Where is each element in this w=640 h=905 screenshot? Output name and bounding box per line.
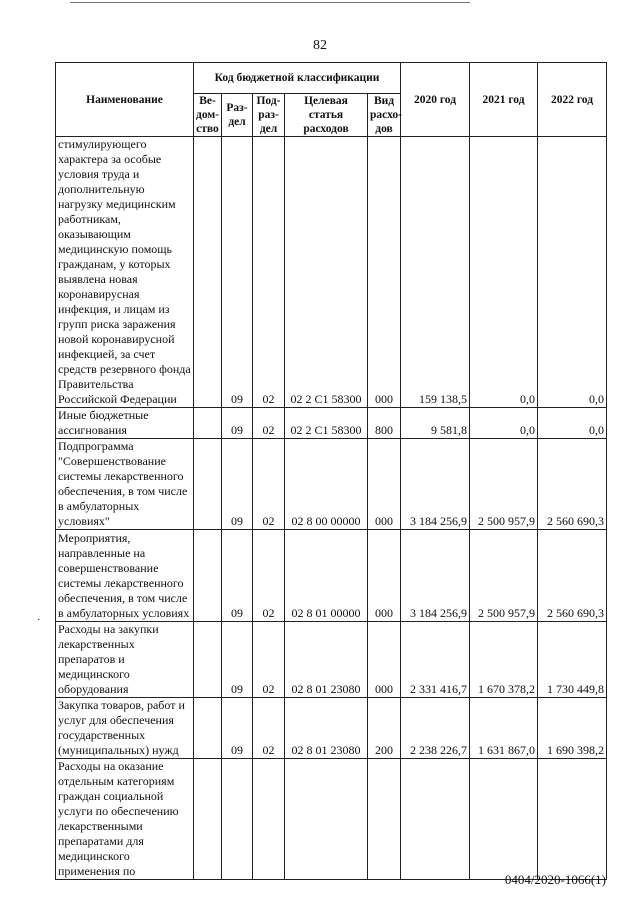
podrazdel-cell: 02 [253, 439, 285, 530]
razdel-cell [222, 759, 253, 880]
row-name-cell: Закупка товаров, работ и услуг для обеспечения государственных (муниципальных) нужд [56, 698, 194, 759]
amount-2021-cell: 1 631 867,0 [470, 698, 538, 759]
vedomstvo-cell [194, 698, 222, 759]
vid-raskhodov-cell: 000 [368, 137, 401, 408]
podrazdel-cell: 02 [253, 698, 285, 759]
razdel-cell: 09 [222, 408, 253, 439]
header-razdel: Раз-дел [222, 94, 253, 137]
vedomstvo-cell [194, 530, 222, 622]
amount-2020-cell: 3 184 256,9 [401, 530, 470, 622]
razdel-cell: 09 [222, 137, 253, 408]
amount-2021-cell: 0,0 [470, 408, 538, 439]
vedomstvo-cell [194, 622, 222, 698]
razdel-cell: 09 [222, 439, 253, 530]
vedomstvo-cell [194, 439, 222, 530]
podrazdel-cell: 02 [253, 530, 285, 622]
razdel-cell: 09 [222, 530, 253, 622]
amount-2022-cell: 1 730 449,8 [538, 622, 607, 698]
header-podrazdel: Под-раз-дел [253, 94, 285, 137]
amount-2022-cell: 2 560 690,3 [538, 530, 607, 622]
amount-2020-cell: 3 184 256,9 [401, 439, 470, 530]
vid-raskhodov-cell: 800 [368, 408, 401, 439]
podrazdel-cell: 02 [253, 137, 285, 408]
table-row [56, 622, 607, 698]
table-row [56, 439, 607, 530]
podrazdel-cell: 02 [253, 622, 285, 698]
header-classification-code: Код бюджетной классификации [194, 63, 401, 94]
table-row [56, 137, 607, 408]
amount-2022-cell [538, 759, 607, 880]
razdel-cell: 09 [222, 698, 253, 759]
vid-raskhodov-cell: 000 [368, 439, 401, 530]
vid-raskhodov-cell: 000 [368, 622, 401, 698]
tselevaya-statya-cell: 02 8 00 00000 [285, 439, 368, 530]
podrazdel-cell [253, 759, 285, 880]
amount-2020-cell [401, 759, 470, 880]
row-name-cell: Расходы на оказание отдельным категориям граждан социальной услуги по обеспечению лекарственными препаратами для медицинского применения по [56, 759, 194, 880]
amount-2021-cell: 2 500 957,9 [470, 439, 538, 530]
header-2021: 2021 год [470, 63, 538, 137]
top-rule [70, 2, 470, 3]
header-vedomstvo: Ве-дом-ство [194, 94, 222, 137]
row-name-cell: стимулирующего характера за особые условия труда и дополнительную нагрузку медицинским работникам, оказывающим медицинскую помощь гражданам, у которых выявлена новая коронавирусная инфекция, и лицам из групп риска заражения новой коронавирусной инфекцией, за счет средств резервного фонда Правительства Российской Федерации [56, 137, 194, 408]
amount-2020-cell: 2 238 226,7 [401, 698, 470, 759]
amount-2021-cell [470, 759, 538, 880]
amount-2021-cell: 2 500 957,9 [470, 530, 538, 622]
header-2022: 2022 год [538, 63, 607, 137]
row-name-cell: Подпрограмма "Совершенствование системы лекарственного обеспечения, в том числе в амбулаторных условиях" [56, 439, 194, 530]
amount-2022-cell: 0,0 [538, 137, 607, 408]
table-row [56, 698, 607, 759]
tselevaya-statya-cell: 02 2 С1 58300 [285, 137, 368, 408]
amount-2021-cell: 1 670 378,2 [470, 622, 538, 698]
amount-2020-cell: 159 138,5 [401, 137, 470, 408]
vid-raskhodov-cell [368, 759, 401, 880]
table-row [56, 408, 607, 439]
header-name: Наименование [56, 63, 194, 137]
vedomstvo-cell [194, 408, 222, 439]
tselevaya-statya-cell: 02 8 01 23080 [285, 698, 368, 759]
table-row [56, 530, 607, 622]
vid-raskhodov-cell: 200 [368, 698, 401, 759]
tselevaya-statya-cell: 02 8 01 23080 [285, 622, 368, 698]
header-tselevaya-statya: Целевая статья расходов [285, 94, 368, 137]
tselevaya-statya-cell: 02 2 С1 58300 [285, 408, 368, 439]
row-name-cell: Мероприятия, направленные на совершенствование системы лекарственного обеспечения, в том числе в амбулаторных условиях [56, 530, 194, 622]
amount-2022-cell: 0,0 [538, 408, 607, 439]
razdel-cell: 09 [222, 622, 253, 698]
vedomstvo-cell [194, 137, 222, 408]
budget-table [55, 62, 607, 880]
tselevaya-statya-cell [285, 759, 368, 880]
amount-2022-cell: 1 690 398,2 [538, 698, 607, 759]
table-row [56, 759, 607, 880]
margin-mark: · [37, 615, 41, 626]
header-vid-raskhodov: Вид расхо-дов [368, 94, 401, 137]
amount-2020-cell: 9 581,8 [401, 408, 470, 439]
vedomstvo-cell [194, 759, 222, 880]
podrazdel-cell: 02 [253, 408, 285, 439]
document-code: 0404/2020-1066(1) [504, 872, 606, 887]
page-number: 82 [313, 38, 327, 53]
vid-raskhodov-cell: 000 [368, 530, 401, 622]
amount-2022-cell: 2 560 690,3 [538, 439, 607, 530]
row-name-cell: Иные бюджетные ассигнования [56, 408, 194, 439]
amount-2020-cell: 2 331 416,7 [401, 622, 470, 698]
tselevaya-statya-cell: 02 8 01 00000 [285, 530, 368, 622]
row-name-cell: Расходы на закупки лекарственных препаратов и медицинского оборудования [56, 622, 194, 698]
table-body [56, 137, 607, 880]
header-2020: 2020 год [401, 63, 470, 137]
amount-2021-cell: 0,0 [470, 137, 538, 408]
